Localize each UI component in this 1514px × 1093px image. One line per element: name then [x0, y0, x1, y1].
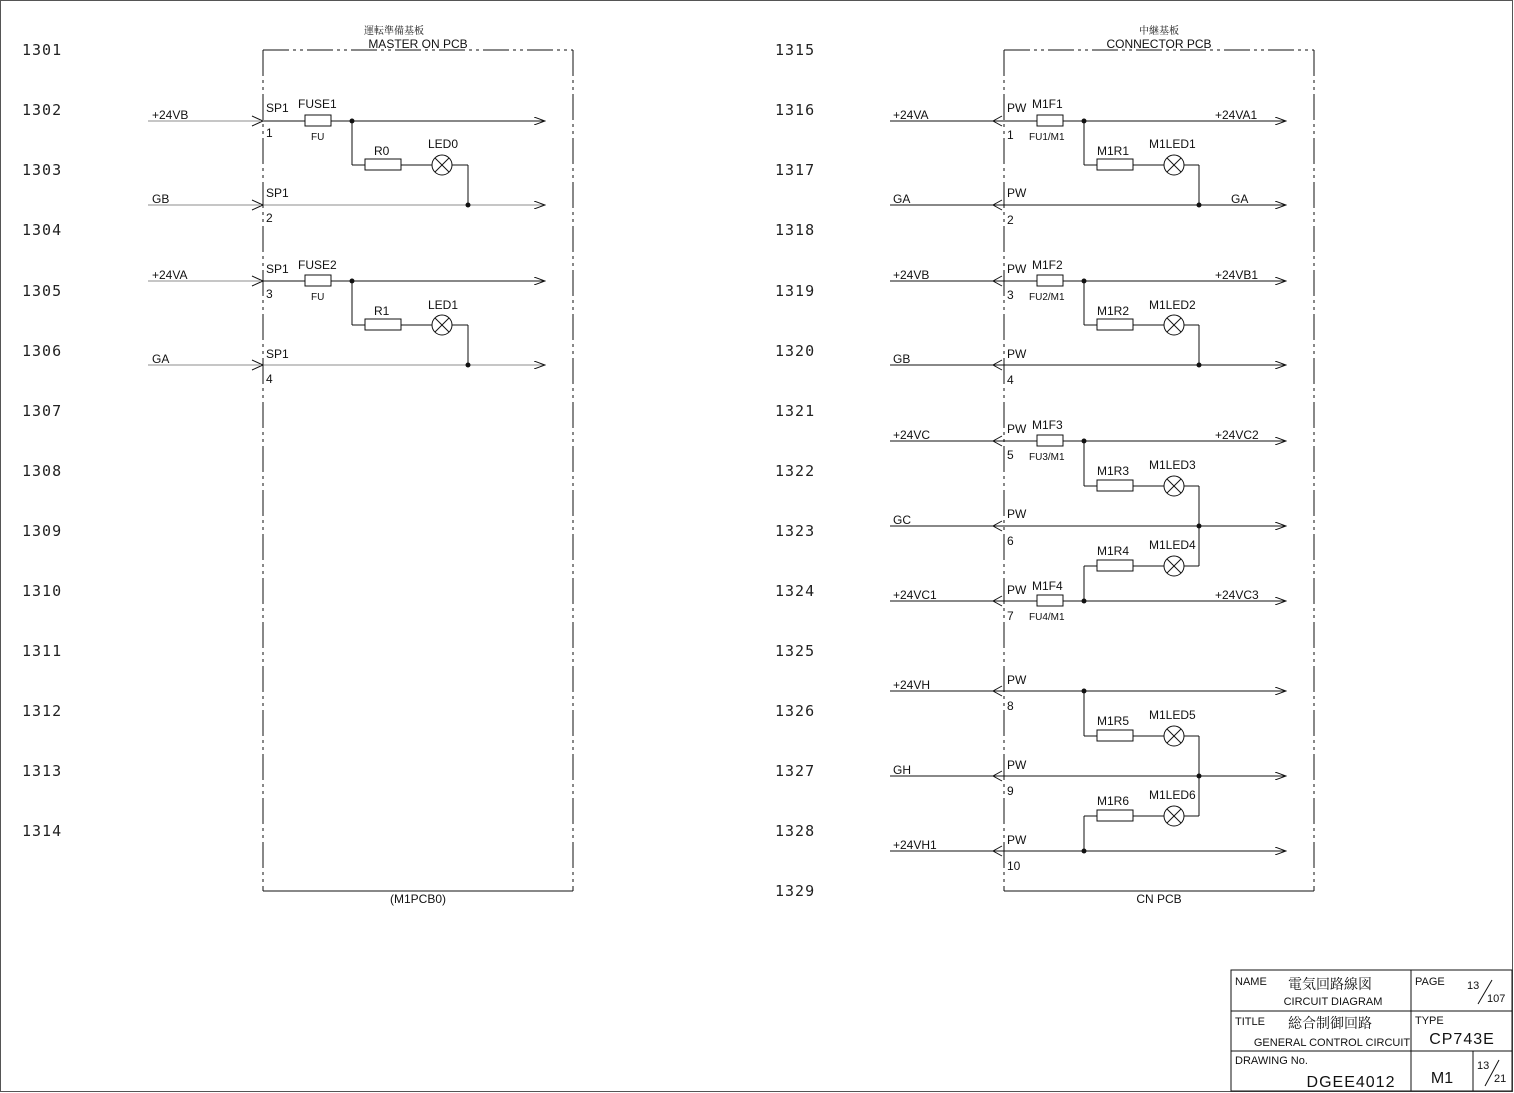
line-number: 1302: [22, 101, 63, 119]
line-number: 1311: [22, 642, 63, 660]
fuse-label: FUSE2: [298, 258, 337, 272]
signal-label: +24VB: [893, 268, 930, 282]
name-en: CIRCUIT DIAGRAM: [1283, 996, 1383, 1008]
connector-pcb-footer: CN PCB: [1136, 892, 1182, 906]
module-label: M1: [1430, 1070, 1454, 1087]
line-number: 1326: [775, 702, 816, 720]
line-number: 1312: [22, 702, 63, 720]
fuse-type: FU: [311, 292, 325, 303]
master-pcb: [148, 24, 573, 906]
line-number: 1304: [22, 221, 63, 239]
page-label: PAGE: [1415, 976, 1445, 988]
signal-label: +24VB: [152, 108, 189, 122]
signal-label: +24VA: [152, 268, 188, 282]
line-number: 1319: [775, 282, 816, 300]
led-label: M1LED3: [1149, 458, 1196, 472]
resistor-icon: [1097, 159, 1133, 170]
signal-label: GB: [152, 192, 170, 206]
signal-label: +24VC: [893, 428, 931, 442]
line-number: 1329: [775, 882, 816, 900]
line-number: 1313: [22, 762, 63, 780]
signal-label: +24VH: [893, 678, 931, 692]
pin-label: 8: [1007, 699, 1014, 713]
out-signal-label: +24VC2: [1215, 428, 1259, 442]
signal-label: GA: [893, 192, 911, 206]
resistor-icon: [1097, 560, 1133, 571]
pin-label: 6: [1007, 534, 1014, 548]
led-icon: [1164, 476, 1184, 496]
fuse-label: M1F2: [1032, 258, 1063, 272]
line-number: 1308: [22, 462, 63, 480]
resistor-label: M1R1: [1097, 144, 1130, 158]
fuse-type: FU3/M1: [1029, 452, 1065, 463]
pin-label: 5: [1007, 448, 1014, 462]
line-number: 1324: [775, 582, 816, 600]
resistor-label: M1R2: [1097, 304, 1130, 318]
led-label: M1LED2: [1149, 298, 1196, 312]
signal-label: +24VH1: [893, 838, 937, 852]
connector-label: PW: [1007, 347, 1027, 361]
line-number: 1314: [22, 822, 63, 840]
connector-label: SP1: [266, 347, 289, 361]
title-block: [1231, 970, 1512, 1091]
line-number: 1323: [775, 522, 816, 540]
resistor-icon: [365, 319, 401, 330]
connector-label: PW: [1007, 833, 1027, 847]
connector-pcb: [890, 24, 1314, 906]
line-number: 1325: [775, 642, 816, 660]
fuse-type: FU: [311, 132, 325, 143]
led-icon: [432, 155, 452, 175]
pin-label: 3: [1007, 288, 1014, 302]
fuse-icon: [305, 275, 331, 286]
led-label: M1LED1: [1149, 137, 1196, 151]
connector-label: SP1: [266, 262, 289, 276]
line-number: 1301: [22, 41, 63, 59]
fuse-icon: [1037, 595, 1063, 606]
signal-label: GH: [893, 763, 911, 777]
pin-label: 2: [1007, 213, 1014, 227]
line-number: 1322: [775, 462, 816, 480]
signal-label: +24VA: [893, 108, 929, 122]
fuse-label: M1F4: [1032, 579, 1063, 593]
master-pcb-title-jp: 運転準備基板: [364, 26, 424, 37]
signal-label: GA: [152, 352, 170, 366]
line-number: 1316: [775, 101, 816, 119]
pin-label: 4: [266, 372, 273, 386]
led-label: M1LED4: [1149, 538, 1196, 552]
led-icon: [1164, 806, 1184, 826]
led-icon: [1164, 315, 1184, 335]
led-label: LED1: [428, 298, 459, 312]
signal-label: +24VC1: [893, 588, 937, 602]
name-label: NAME: [1235, 976, 1267, 988]
line-number: 1315: [775, 41, 816, 59]
line-number: 1305: [22, 282, 63, 300]
resistor-icon: [365, 159, 401, 170]
connector-pcb-title-jp: 中継基板: [1139, 26, 1179, 37]
connector-label: PW: [1007, 422, 1027, 436]
fuse-label: M1F3: [1032, 418, 1063, 432]
line-number: 1310: [22, 582, 63, 600]
left-line-numbers: [22, 41, 62, 840]
resistor-icon: [1097, 730, 1133, 741]
page-total: 107: [1487, 993, 1506, 1005]
line-number: 1318: [775, 221, 816, 239]
resistor-icon: [1097, 810, 1133, 821]
led-icon: [1164, 155, 1184, 175]
sheet-border: [1, 1, 1513, 1092]
resistor-label: R1: [374, 304, 390, 318]
connector-label: PW: [1007, 262, 1027, 276]
name-jp: 電気回路線図: [1288, 976, 1372, 992]
pin-label: 9: [1007, 784, 1014, 798]
connector-label: PW: [1007, 186, 1027, 200]
resistor-label: M1R3: [1097, 464, 1130, 478]
line-number: 1317: [775, 161, 816, 179]
resistor-label: M1R5: [1097, 714, 1130, 728]
title-label: TITLE: [1235, 1016, 1265, 1028]
connector-label: PW: [1007, 673, 1027, 687]
fuse-label: M1F1: [1032, 97, 1063, 111]
connector-label: PW: [1007, 758, 1027, 772]
signal-label: GB: [893, 352, 911, 366]
line-number: 1320: [775, 342, 816, 360]
sheet-total: 21: [1494, 1073, 1507, 1085]
resistor-label: M1R4: [1097, 544, 1130, 558]
line-number: 1303: [22, 161, 63, 179]
fuse-label: FUSE1: [298, 97, 337, 111]
out-signal-label: +24VA1: [1215, 108, 1258, 122]
line-number: 1327: [775, 762, 816, 780]
title-en: GENERAL CONTROL CIRCUIT: [1253, 1037, 1411, 1049]
pin-label: 1: [1007, 128, 1014, 142]
resistor-icon: [1097, 319, 1133, 330]
right-line-numbers: [775, 41, 815, 900]
fuse-type: FU4/M1: [1029, 612, 1065, 623]
master-pcb-title-en: MASTER ON PCB: [368, 37, 468, 51]
line-number: 1307: [22, 402, 63, 420]
fuse-icon: [1037, 275, 1063, 286]
line-number: 1321: [775, 402, 816, 420]
pin-label: 10: [1007, 859, 1021, 873]
page-number: 13: [1467, 980, 1480, 992]
connector-label: PW: [1007, 507, 1027, 521]
connector-label: SP1: [266, 101, 289, 115]
fuse-icon: [305, 115, 331, 126]
resistor-label: R0: [374, 144, 390, 158]
drawing-no: DGEE4012: [1306, 1074, 1396, 1091]
drawing-no-label: DRAWING No.: [1235, 1055, 1308, 1067]
connector-label: SP1: [266, 186, 289, 200]
pin-label: 2: [266, 211, 273, 225]
out-signal-label: GA: [1231, 192, 1249, 206]
pin-label: 1: [266, 126, 273, 140]
fuse-icon: [1037, 115, 1063, 126]
resistor-label: M1R6: [1097, 794, 1130, 808]
type-value: CP743E: [1429, 1031, 1495, 1048]
pin-label: 7: [1007, 609, 1014, 623]
connector-label: PW: [1007, 101, 1027, 115]
out-signal-label: +24VB1: [1215, 268, 1259, 282]
master-pcb-footer: (M1PCB0): [389, 892, 447, 906]
type-label: TYPE: [1415, 1015, 1444, 1027]
signal-label: GC: [893, 513, 911, 527]
fuse-icon: [1037, 435, 1063, 446]
line-number: 1328: [775, 822, 816, 840]
line-number: 1309: [22, 522, 63, 540]
title-jp: 総合制御回路: [1288, 1015, 1372, 1031]
pin-label: 4: [1007, 373, 1014, 387]
line-number: 1306: [22, 342, 63, 360]
fuse-type: FU1/M1: [1029, 132, 1065, 143]
led-icon: [1164, 726, 1184, 746]
out-signal-label: +24VC3: [1215, 588, 1259, 602]
fuse-type: FU2/M1: [1029, 292, 1065, 303]
connector-label: PW: [1007, 583, 1027, 597]
led-label: LED0: [428, 137, 459, 151]
led-label: M1LED5: [1149, 708, 1196, 722]
connector-pcb-title-en: CONNECTOR PCB: [1106, 37, 1212, 51]
sheet-number: 13: [1477, 1060, 1490, 1072]
led-icon: [1164, 556, 1184, 576]
pin-label: 3: [266, 287, 273, 301]
resistor-icon: [1097, 480, 1133, 491]
led-icon: [432, 315, 452, 335]
led-label: M1LED6: [1149, 788, 1196, 802]
